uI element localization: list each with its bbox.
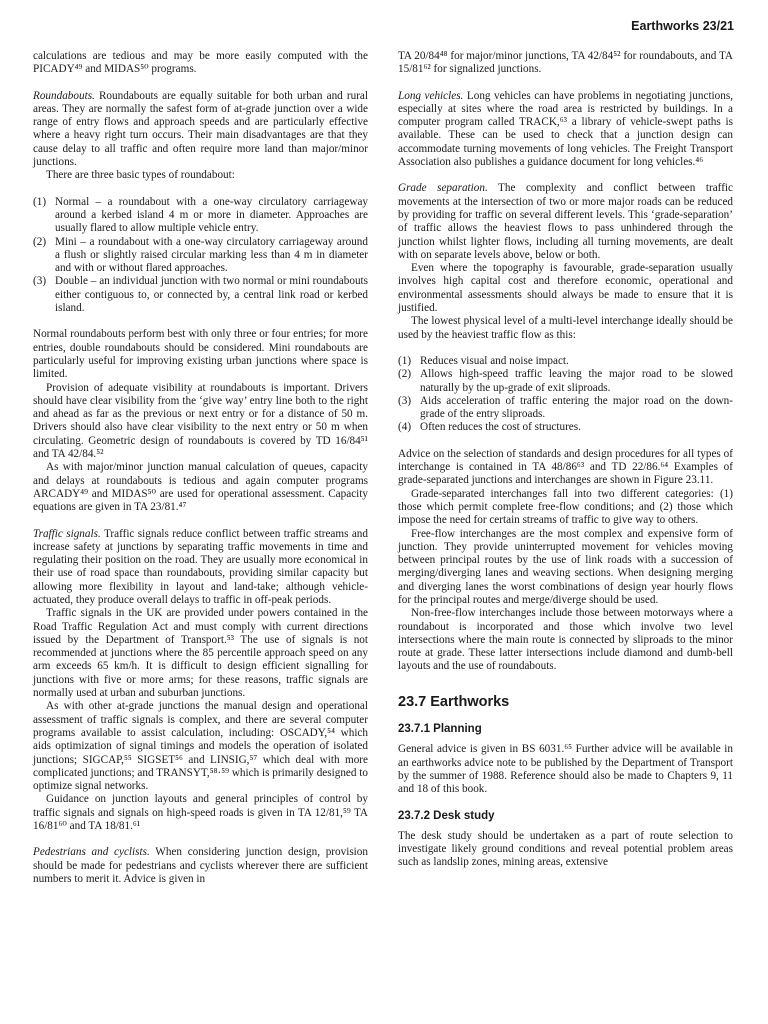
paragraph-continuation: TA 20/84⁴⁸ for major/minor junctions, TA 42/84⁵² for roundabouts, and TA 15/81⁶² for signalized junctions. (398, 50, 733, 76)
paragraph-normal-roundabouts: Normal roundabouts perform best with only three or four entries; for more entries, double roundabouts should be considered. Mini roundabouts are particularly useful for improving existing urban junctions where space is limited. (33, 328, 368, 381)
paragraph-non-free-flow: Non-free-flow interchanges include those between motorways where a roundabout is incorporated and those which involve two level intersections where the main route is connected by sliproads to the minor route at grade. These latter intersections include diamond and dumb-bell layouts and the use of roundabouts. (398, 607, 733, 673)
grade-separation-text: The complexity and conflict between traffic movements at the intersection of two or more major roads can be reduced by providing for traffic on several different levels. This ‘grade-separation’ of traffic allows the heaviest flows to pass unhindered through the junction whilst lighter flows, including all turning movements, are dealt with on separate levels above, below or both. (398, 182, 733, 261)
left-column (33, 50, 368, 886)
long-vehicles-text: Long vehicles can have problems in negotiating junctions, especially at sites where the road area is restricted by buildings. In a computer program called TRACK,⁶³ a library of vehicle-swept paths is available. These can be used to check that a junction design can accommodate turning movements of long vehicles. The Freight Transport Association also publishes a guidance document for long vehicles.⁴⁶ (398, 89, 733, 169)
paragraph-picady: calculations are tedious and may be more easily computed with the PICADY⁴⁹ and MIDAS⁵⁰ programs. (33, 50, 368, 76)
paragraph-desk-study: The desk study should be undertaken as a part of route selection to investigate likely ground conditions and reveal potential problem areas such as landslip zones, mining areas, extensive (398, 829, 733, 869)
list-item (398, 421, 733, 434)
paragraph-roundabouts (33, 90, 368, 170)
subsection-heading-planning: 23.7.1 Planning (398, 723, 482, 736)
list-item-text: Normal – a roundabout with a one-way circulatory carriageway around a kerbed island 4 m or more in diameter. Approaches are usually flared to allow multiple vehicle entry. (55, 195, 368, 235)
roundabouts-run-in-heading: Roundabouts. (33, 89, 95, 102)
roundabout-types-list (33, 196, 368, 316)
paragraph-signal-guidance: Guidance on junction layouts and general principles of control by traffic signals and signals on high-speed roads is given in TA 12/81,⁵⁹ TA 16/81⁶⁰ and TA 18/81.⁶¹ (33, 793, 368, 833)
list-number: (3) (398, 394, 412, 407)
list-number: (2) (398, 368, 412, 381)
paragraph-planning: General advice is given in BS 6031.⁶⁵ Further advice will be available in an earthworks advice note to be published by the Department of Transport by the summer of 1988. Reference should also be made to Chapters 9, 11 and 18 of this book. (398, 743, 733, 796)
running-header: Earthworks 23/21 (631, 19, 734, 33)
list-item-text: Allows high-speed traffic leaving the major road to be slowed naturally by the up-grade of exit sliproads. (420, 368, 733, 394)
list-item (398, 368, 733, 395)
paragraph-visibility: Provision of adequate visibility at roundabouts is important. Drivers should have clear visibility from the ‘give way’ entry line both to the right and ahead as far as the previous or next entry or for a distance of 50 m. Drivers should also have clear visibility to the next entry or 50 m when circulating. Geometric design of roundabouts is covered by TD 16/84⁵¹ and TA 42/84.⁵² (33, 381, 368, 461)
signals-text: Traffic signals reduce conflict between traffic streams and increase safety at junctions by separating traffic movements in time and regulating their position on the road. They are usually more economical in their use of road space than roundabouts, providing similar capacity but allowing more flexibility in layout and land-take; although vehicle-actuated, they produce overall delays to traffic in off-peak periods. (33, 527, 368, 606)
grade-separation-run-in-heading: Grade separation. (398, 182, 488, 195)
signals-run-in-heading: Traffic signals. (33, 527, 101, 540)
list-item (33, 196, 368, 236)
paragraph-roundabout-types-intro: There are three basic types of roundabout: (46, 169, 235, 182)
paragraph-topography: Even where the topography is favourable, grade-separation usually involves high capital cost and therefore economic, operational and environmental assessments should always be made to ensure that it is justified. (398, 262, 733, 315)
list-item-text: Reduces visual and noise impact. (420, 354, 569, 367)
list-item-text: Double – an individual junction with two normal or mini roundabouts either contiguous to, or connected by, a central link road or kerbed island. (55, 275, 368, 315)
list-number: (1) (398, 354, 412, 367)
list-number: (4) (398, 421, 412, 434)
long-vehicles-run-in-heading: Long vehicles. (398, 89, 464, 102)
paragraph-pedestrians (33, 846, 368, 886)
paragraph-free-flow: Free-flow interchanges are the most complex and expensive form of junction. They provide uninterrupted movement for vehicles moving between principal routes by the use of link roads with a succession of merging/diverging lanes and weaving sections. When designing merging and diverging lanes the worst combinations of design year hourly flows for the principal routes and merge/diverge should be used. (398, 527, 733, 606)
paragraph-long-vehicles (398, 90, 733, 170)
paragraph-interchange-advice: Advice on the selection of standards and design procedures for all types of interchange is contained in TA 48/86⁶³ and TD 22/86.⁶⁴ Examples of grade-separated junctions and interchanges are shown in Figure 23.11. (398, 447, 733, 487)
list-item (398, 395, 733, 422)
paragraph-grade-separation (398, 182, 733, 262)
list-item-text: Aids acceleration of traffic entering the major road on the down-grade of the entry sliproads. (420, 394, 733, 421)
subsection-heading-desk-study: 23.7.2 Desk study (398, 809, 495, 822)
list-number: (3) (33, 275, 47, 288)
list-item (33, 236, 368, 276)
section-heading-earthworks: 23.7 Earthworks (398, 693, 510, 710)
paragraph-lowest-level: The lowest physical level of a multi-level interchange ideally should be used by the heaviest traffic flow as this: (398, 315, 733, 341)
paragraph-arcady: As with major/minor junction manual calculation of queues, capacity and delays at roundabouts is tedious and again computer programs ARCADY⁴⁹ and MIDAS⁵⁰ are used for operational assessment. Capacity equations are given in TA 23/81.⁴⁷ (33, 461, 368, 514)
list-item (398, 355, 733, 368)
right-column (398, 50, 733, 870)
benefits-list (398, 355, 733, 435)
list-item-text: Mini – a roundabout with a one-way circulatory carriageway around a flush or slightly raised circular marking less than 4 m in diameter and with or without flared approaches. (55, 235, 368, 275)
paragraph-uk-signals: Traffic signals in the UK are provided under powers contained in the Road Traffic Regulation Act and must comply with current directions issued by the Department of Transport.⁵³ The use of signals is not recommended at junctions where the 85 percentile approach speed on any arm exceeds 65 km/h. It is difficult to design efficient signalling for junctions with five or more arms; for these reasons, traffic signals are normally used at urban and suburban junctions. (33, 607, 368, 700)
list-item-text: Often reduces the cost of structures. (420, 421, 581, 434)
list-item (33, 275, 368, 315)
roundabouts-text: Roundabouts are equally suitable for both urban and rural areas. They are normally the safest form of at-grade junction over a wide range of entry flows and approach speeds and are particularly effective where a heavy right turn occurs. Their main disadvantages are that they cause delay to all traffic and often require more land than major/minor junctions. (33, 89, 368, 169)
paragraph-signal-programs: As with other at-grade junctions the manual design and operational assessment of traffic signals is complex, and there are several computer programs available to assist calculation, including: OSCADY,⁵⁴ which aids optimization of signal timings and models the operation of isolated junctions; SIGCAP,⁵⁵ SIGSET⁵⁶ and LINSIG,⁵⁷ which deal with more complicated junctions; and TRANSYT,⁵⁸·⁵⁹ which is primarily designed to optimize signal networks. (33, 700, 368, 793)
list-number: (2) (33, 235, 47, 248)
paragraph-traffic-signals (33, 528, 368, 608)
pedestrians-run-in-heading: Pedestrians and cyclists. (33, 846, 150, 859)
paragraph-interchange-categories: Grade-separated interchanges fall into two different categories: (1) those which permit complete free-flow conditions; and (2) those which impose the need for certain streams of traffic to give way to others. (398, 487, 733, 527)
pedestrians-text: When considering junction design, provision should be made for pedestrians and cyclists wherever there are sufficient numbers to merit it. Advice is given in (33, 846, 368, 885)
list-number: (1) (33, 195, 47, 208)
